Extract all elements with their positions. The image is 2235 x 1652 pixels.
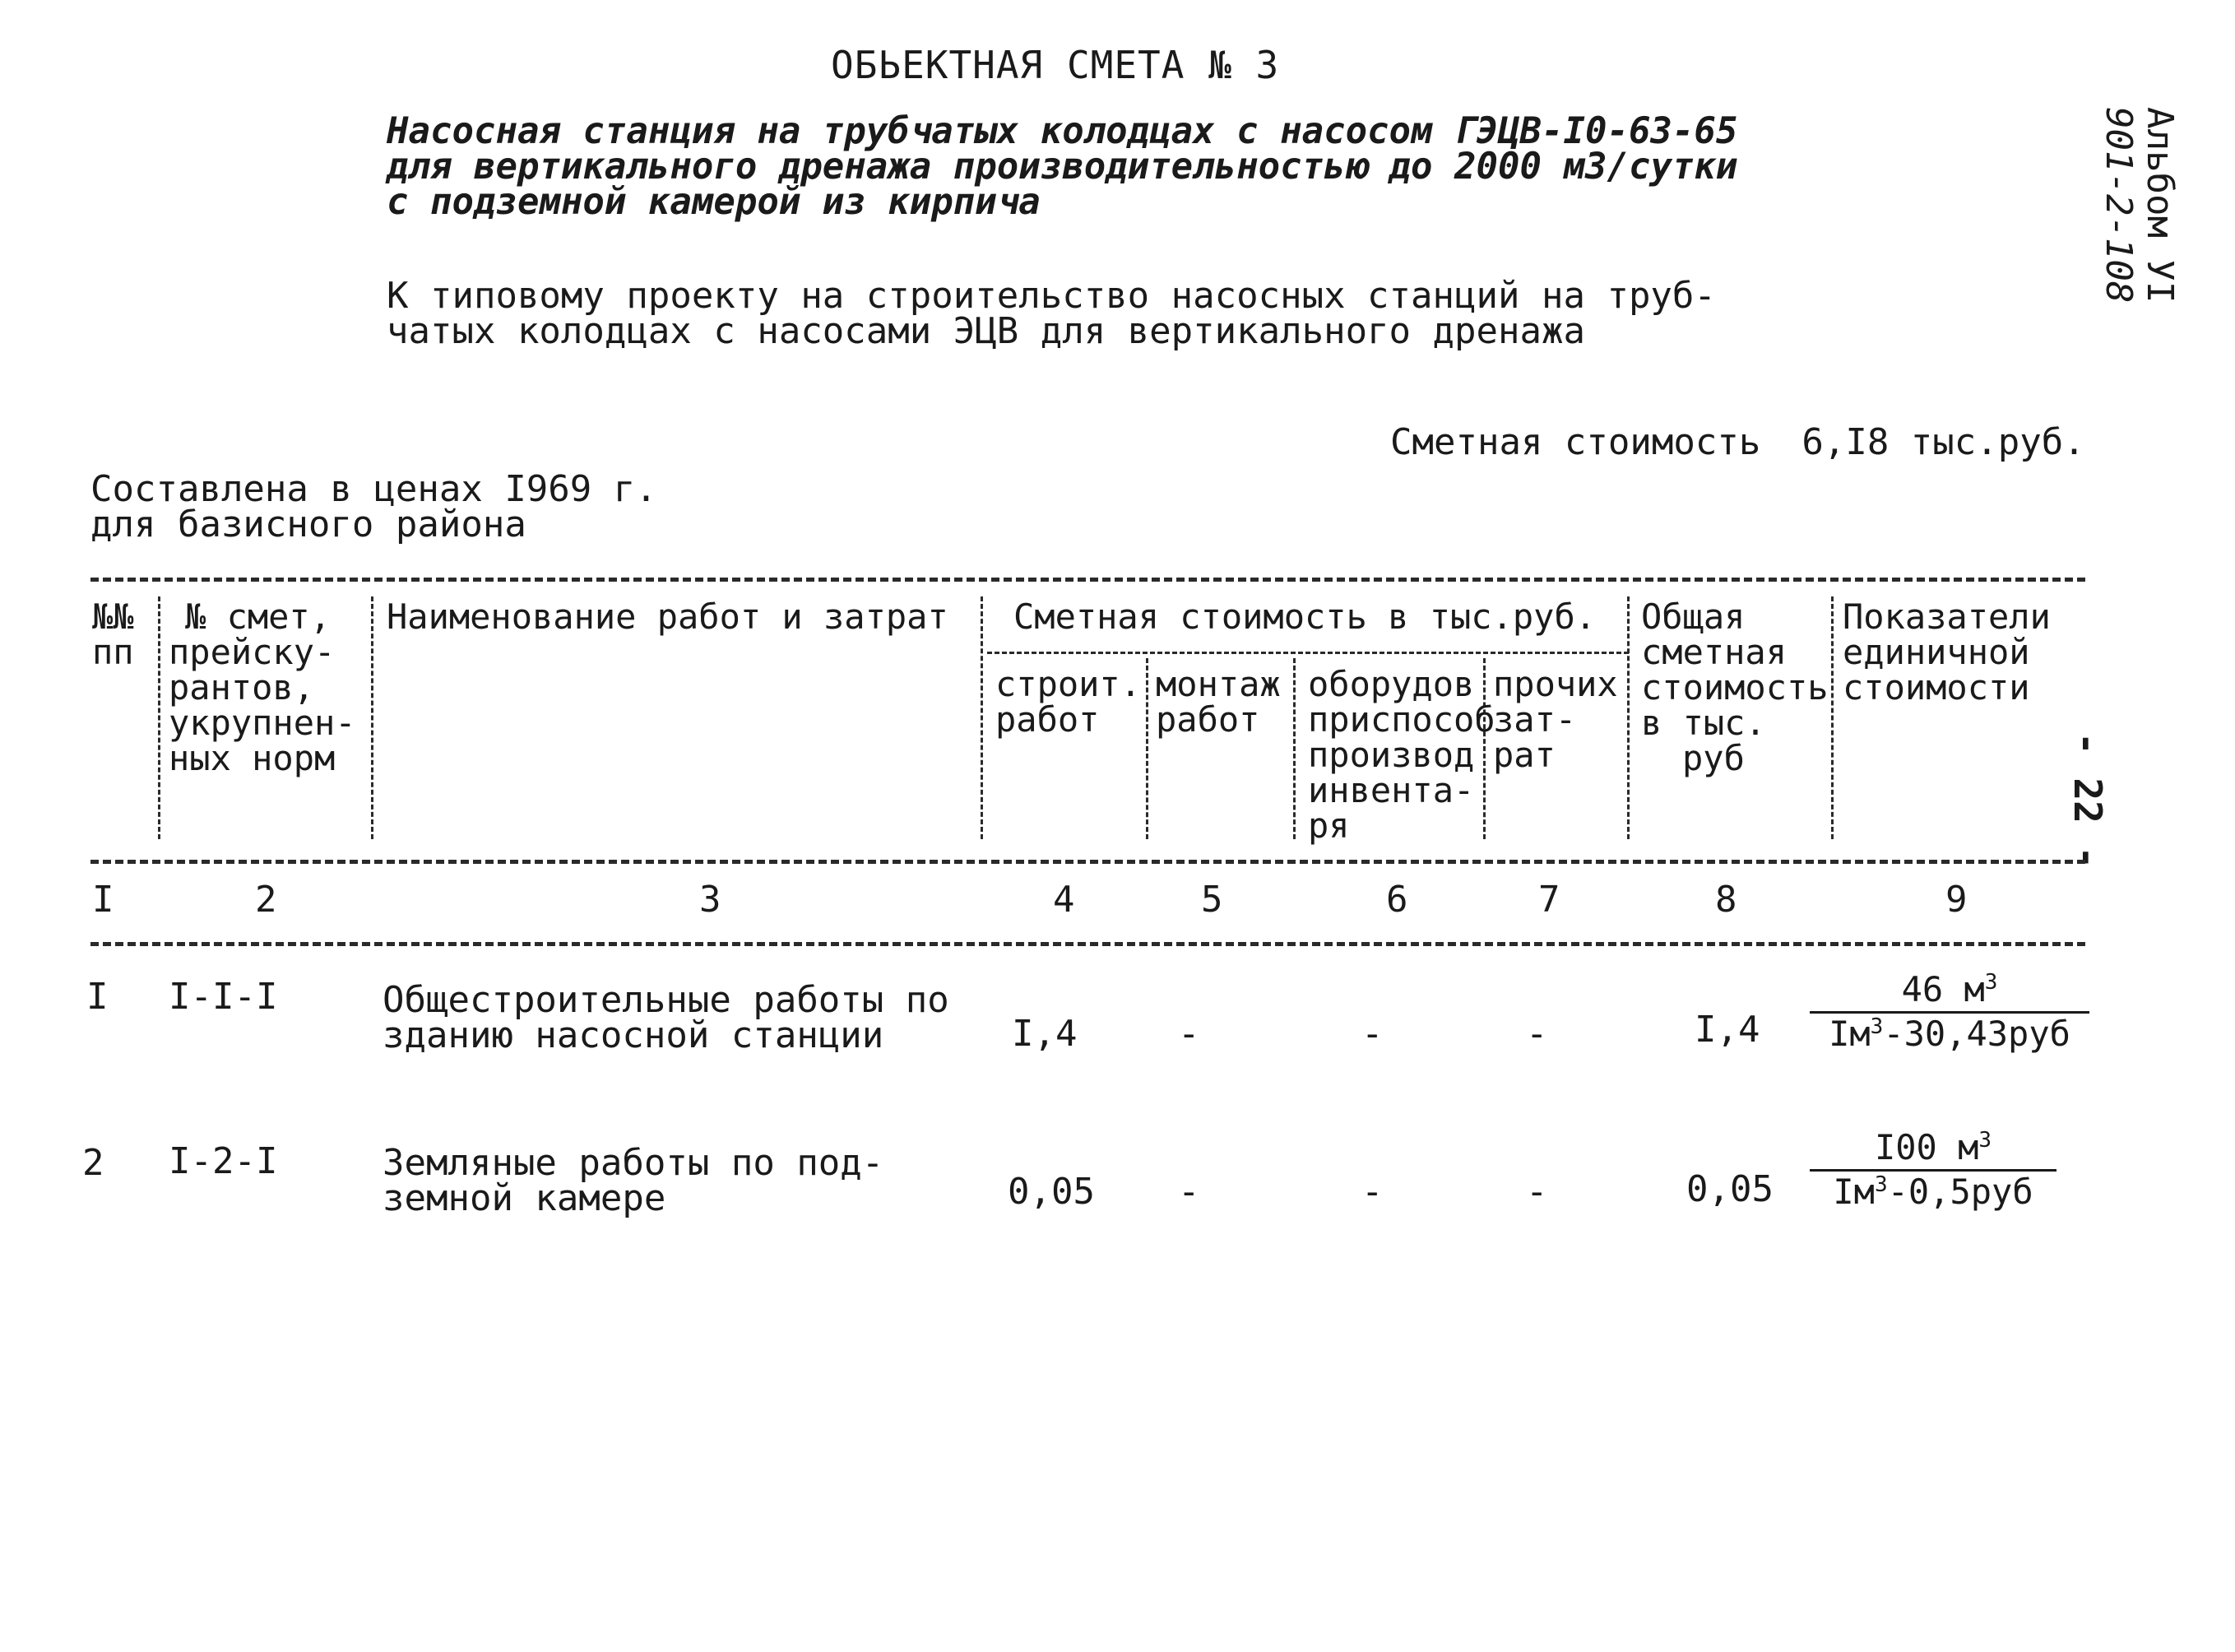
header-line: Общая	[1641, 596, 1746, 637]
header-line: зат-	[1493, 699, 1577, 740]
colnum-bottom-rule	[90, 942, 2085, 946]
colnum-6: 6	[1386, 879, 1408, 921]
compiled-line: Составлена в ценах I969 г.	[90, 468, 657, 510]
header-line: инвента-	[1308, 770, 1475, 810]
header-line: единичной	[1843, 632, 2030, 672]
superscript: 3	[1984, 970, 1998, 995]
object-subtitle	[387, 110, 1738, 223]
group-subrule	[987, 652, 1629, 654]
header-line: производ	[1308, 735, 1475, 775]
row-1-no: I	[86, 976, 109, 1018]
row-2-indicator-den	[1810, 1172, 2056, 1212]
col-sep-4	[1146, 658, 1148, 839]
indicator-num-text: 46 м	[1901, 969, 1985, 1009]
header-number	[92, 596, 134, 672]
header-line: руб	[1682, 738, 1745, 778]
indicator-den-tail: -0,5руб	[1887, 1172, 2033, 1212]
album-reference	[2089, 107, 2180, 403]
header-line: стоимость	[1641, 667, 1829, 708]
estimated-cost-value: 6,I8 тыс.руб.	[1801, 421, 2085, 463]
header-line: рантов,	[169, 667, 315, 708]
header-line: №№	[92, 596, 134, 637]
row-2-install: -	[1178, 1171, 1200, 1213]
colnum-5: 5	[1201, 879, 1223, 921]
header-line: укрупнен-	[169, 703, 356, 743]
row-1-name-line: Общестроительные работы по	[383, 979, 949, 1021]
header-line: ных норм	[169, 738, 336, 778]
header-line: пп	[92, 632, 134, 672]
document-title: ОБЬЕКТНАЯ СМЕТА № 3	[831, 43, 1280, 87]
row-1-indicator-den	[1810, 1014, 2089, 1054]
header-line: прочих	[1493, 664, 1618, 704]
row-1-total: I,4	[1695, 1009, 1760, 1051]
header-other	[1493, 666, 1618, 773]
colnum-4: 4	[1053, 879, 1075, 921]
header-line: ря	[1308, 805, 1350, 846]
subtitle-line: для вертикального дренажа производительностью до 2000 м3/сутки	[387, 146, 1738, 188]
row-2-equip: -	[1361, 1171, 1384, 1213]
project-line: К типовому проекту на строительство насосных станций на труб-	[387, 275, 1716, 317]
row-1-code: I-I-I	[169, 976, 278, 1018]
row-2-total: 0,05	[1686, 1168, 1774, 1210]
colnum-8: 8	[1715, 879, 1737, 921]
indicator-num-text: I00 м	[1874, 1127, 1979, 1167]
row-1-other: -	[1526, 1013, 1548, 1055]
superscript: 3	[1870, 1014, 1884, 1039]
row-2-indicator-num	[1810, 1127, 2056, 1172]
header-line: работ	[1156, 699, 1260, 740]
row-1-install: -	[1178, 1013, 1200, 1055]
header-line: стоимости	[1843, 667, 2030, 708]
row-2-no: 2	[82, 1142, 104, 1184]
subtitle-line: Насосная станция на трубчатых колодцах с насосом ГЭЦВ-I0-63-65	[387, 110, 1738, 152]
indicator-den-text: Iм	[1833, 1172, 1875, 1212]
superscript: 3	[1978, 1128, 1992, 1153]
row-2-name	[383, 1142, 884, 1219]
header-estimate-code	[169, 596, 356, 778]
header-line: строит.	[995, 664, 1142, 704]
header-work-name	[387, 596, 948, 637]
colnum-9: 9	[1945, 879, 1968, 921]
row-1-indicator	[1810, 969, 2089, 1054]
row-2-indicator	[1810, 1127, 2056, 1212]
header-line: приспособ	[1308, 699, 1495, 740]
col-sep-8	[1831, 596, 1834, 839]
album-line: Альбом УI	[2139, 107, 2181, 304]
header-construction	[995, 664, 1142, 740]
row-2-name-line: земной камере	[383, 1177, 666, 1219]
row-2-build: 0,05	[1008, 1171, 1095, 1213]
header-bottom-rule	[90, 860, 2085, 864]
col-sep-3	[981, 596, 983, 839]
header-line: № смет,	[185, 596, 332, 637]
header-line: Наименование работ и затрат	[387, 596, 948, 637]
indicator-den-tail: -30,43руб	[1883, 1014, 2070, 1054]
row-1-indicator-num	[1810, 969, 2089, 1014]
subtitle-line: с подземной камерой из кирпича	[387, 181, 1041, 223]
header-line: монтаж	[1156, 664, 1281, 704]
col-sep-2	[371, 596, 373, 839]
header-cost-group: Сметная стоимость в тыс.руб.	[1013, 596, 1597, 637]
header-line: в тыс.	[1641, 703, 1766, 743]
album-code: 901-2-108	[2098, 107, 2140, 304]
superscript: 3	[1874, 1172, 1888, 1197]
header-total	[1641, 596, 1829, 778]
row-2-name-line: Земляные работы по под-	[383, 1142, 884, 1184]
row-2-code: I-2-I	[169, 1140, 278, 1182]
header-line: работ	[995, 699, 1100, 740]
compiled-note	[90, 468, 657, 545]
header-line: оборудов	[1308, 664, 1475, 704]
row-1-name	[383, 979, 949, 1056]
header-indicators	[1843, 596, 2051, 708]
colnum-7: 7	[1538, 879, 1560, 921]
row-2-other: -	[1526, 1171, 1548, 1213]
col-sep-1	[158, 596, 160, 839]
colnum-2: 2	[255, 879, 277, 921]
estimated-cost	[1390, 421, 2085, 463]
row-1-equip: -	[1361, 1013, 1384, 1055]
row-1-name-line: зданию насосной станции	[383, 1014, 884, 1056]
col-sep-5	[1293, 658, 1296, 839]
header-installation	[1156, 664, 1281, 740]
colnum-3: 3	[699, 879, 721, 921]
header-line: сметная	[1641, 632, 1788, 672]
indicator-den-text: Iм	[1829, 1014, 1871, 1054]
project-line: чатых колодцах с насосами ЭЦВ для вертикального дренажа	[387, 310, 1585, 352]
colnum-1: I	[92, 879, 114, 921]
header-line: прейску-	[169, 632, 336, 672]
page-number: - 22 -	[2066, 732, 2110, 870]
header-line: рат	[1493, 735, 1556, 775]
estimated-cost-label: Сметная стоимость	[1390, 421, 1761, 463]
table-top-rule	[90, 578, 2085, 582]
project-reference	[387, 275, 1716, 352]
col-sep-7	[1627, 596, 1630, 839]
compiled-line: для базисного района	[90, 503, 526, 545]
header-equipment	[1308, 664, 1495, 846]
header-line: Показатели	[1843, 596, 2051, 637]
row-1-build: I,4	[1012, 1013, 1078, 1055]
